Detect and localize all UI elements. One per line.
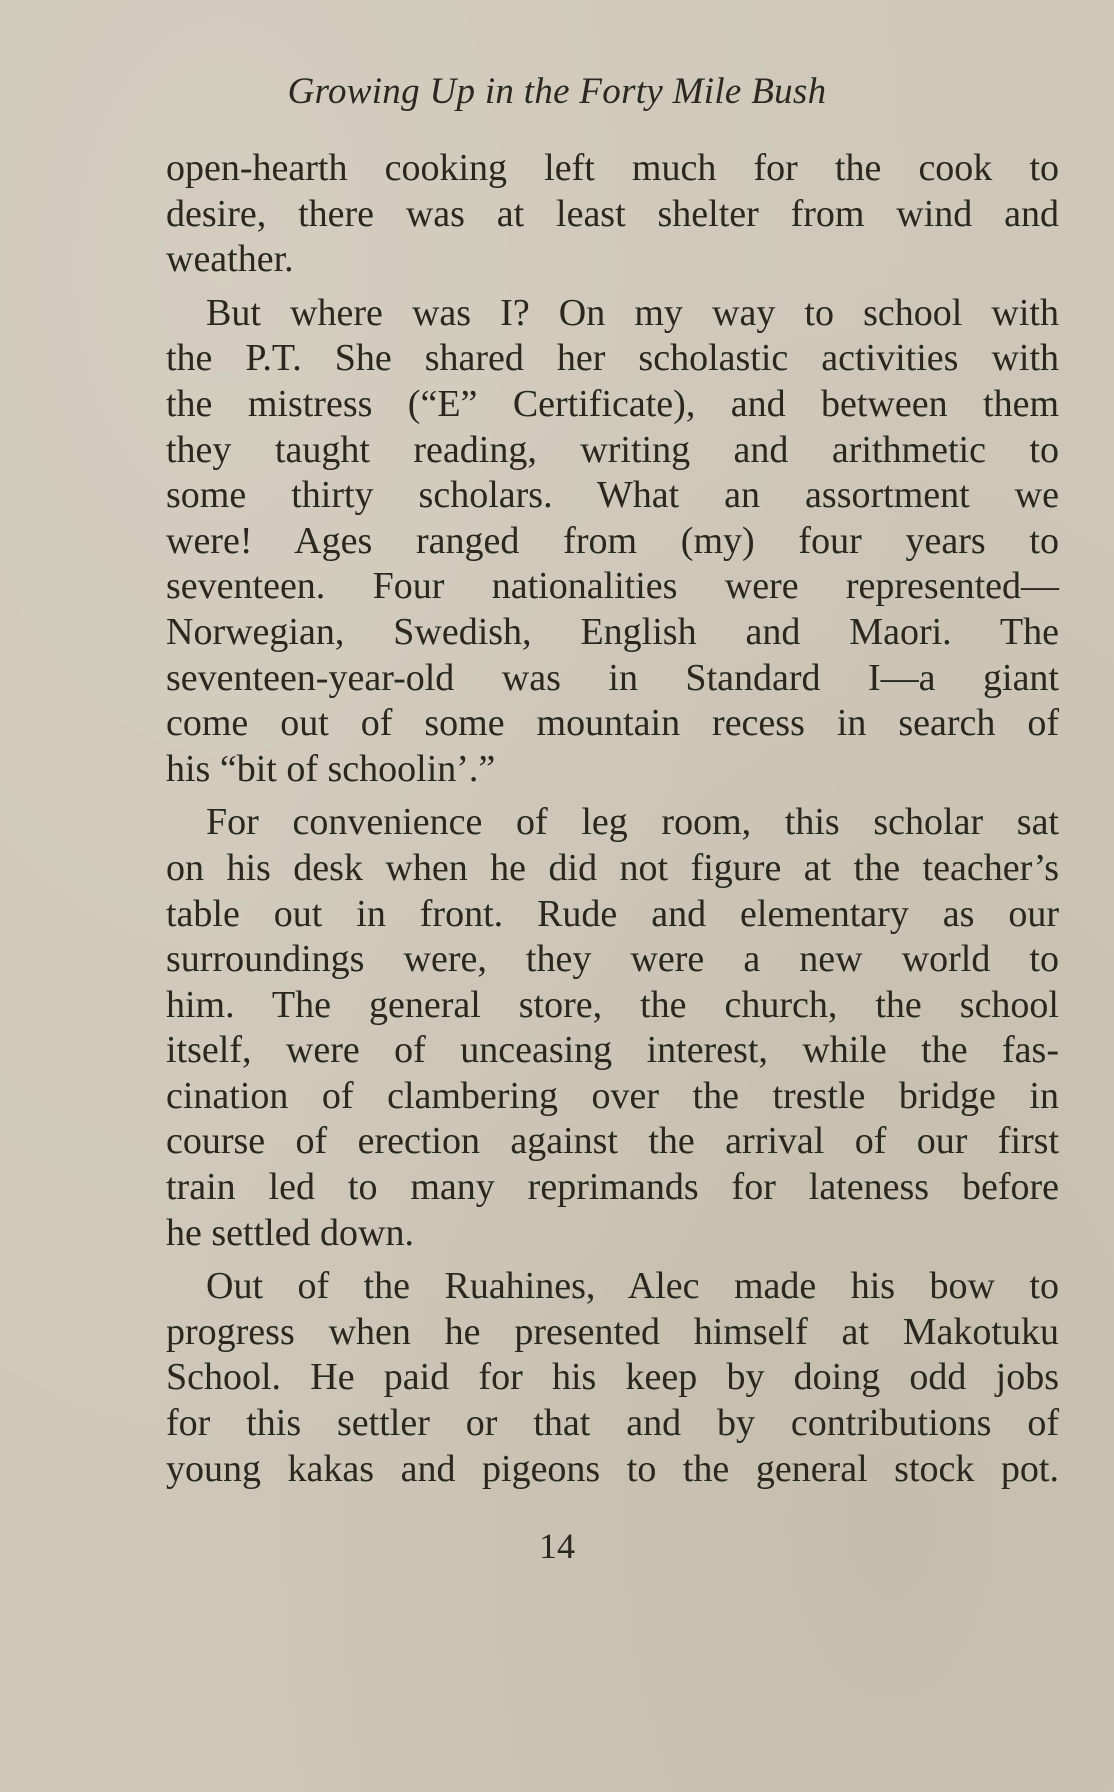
text-line: young kakas and pigeons to the general stock pot. — [166, 1447, 1059, 1490]
text-line: the P.T. She shared her scholastic activities with — [166, 337, 1059, 380]
paragraph-1 — [166, 146, 1059, 283]
text-line: on his desk when he did not figure at the teacher’s — [166, 846, 1059, 889]
text-line: Out of the Ruahines, Alec made his bow to — [206, 1265, 1059, 1308]
text-line: progress when he presented himself at Makotuku — [166, 1310, 1059, 1353]
text-line: course of erection against the arrival of our first — [166, 1120, 1059, 1163]
text-line: seventeen-year-old was in Standard I—a giant — [166, 656, 1059, 699]
text-line: seventeen. Four nationalities were represented— — [166, 565, 1059, 608]
running-head: Growing Up in the Forty Mile Bush — [287, 71, 827, 112]
text-line: open-hearth cooking left much for the cook to — [166, 147, 1059, 189]
text-line: itself, were of unceasing interest, while the fas- — [166, 1029, 1059, 1072]
text-line: But where was I? On my way to school with — [206, 291, 1059, 334]
text-line: they taught reading, writing and arithmetic to — [166, 428, 1059, 471]
text-line: table out in front. Rude and elementary as our — [166, 892, 1059, 935]
text-line: come out of some mountain recess in search of — [166, 702, 1059, 745]
text-line: he settled down. — [166, 1211, 415, 1254]
text-line: some thirty scholars. What an assortment we — [166, 474, 1059, 517]
text-line: him. The general store, the church, the school — [166, 983, 1059, 1026]
paragraph-2 — [166, 291, 1059, 793]
text-line: surroundings were, they were a new world to — [166, 938, 1059, 981]
text-line: train led to many reprimands for lateness before — [166, 1166, 1059, 1209]
page-number: 14 — [539, 1526, 575, 1566]
text-line: For convenience of leg room, this scholar sat — [206, 801, 1059, 844]
paragraph-4 — [166, 1264, 1059, 1492]
text-line: for this settler or that and by contributions of — [166, 1402, 1059, 1445]
text-line: his “bit of schoolin’.” — [166, 747, 496, 790]
text-line: desire, there was at least shelter from wind and — [166, 192, 1059, 235]
text-line: the mistress (“E” Certificate), and between them — [166, 382, 1059, 425]
body-text — [166, 146, 1059, 1500]
text-line: School. He paid for his keep by doing odd jobs — [166, 1356, 1059, 1399]
text-line: were! Ages ranged from (my) four years to — [166, 519, 1059, 562]
text-line: weather. — [166, 238, 294, 281]
text-line: cination of clambering over the trestle bridge in — [166, 1074, 1059, 1117]
paragraph-3 — [166, 800, 1059, 1256]
text-line: Norwegian, Swedish, English and Maori. The — [166, 610, 1059, 653]
